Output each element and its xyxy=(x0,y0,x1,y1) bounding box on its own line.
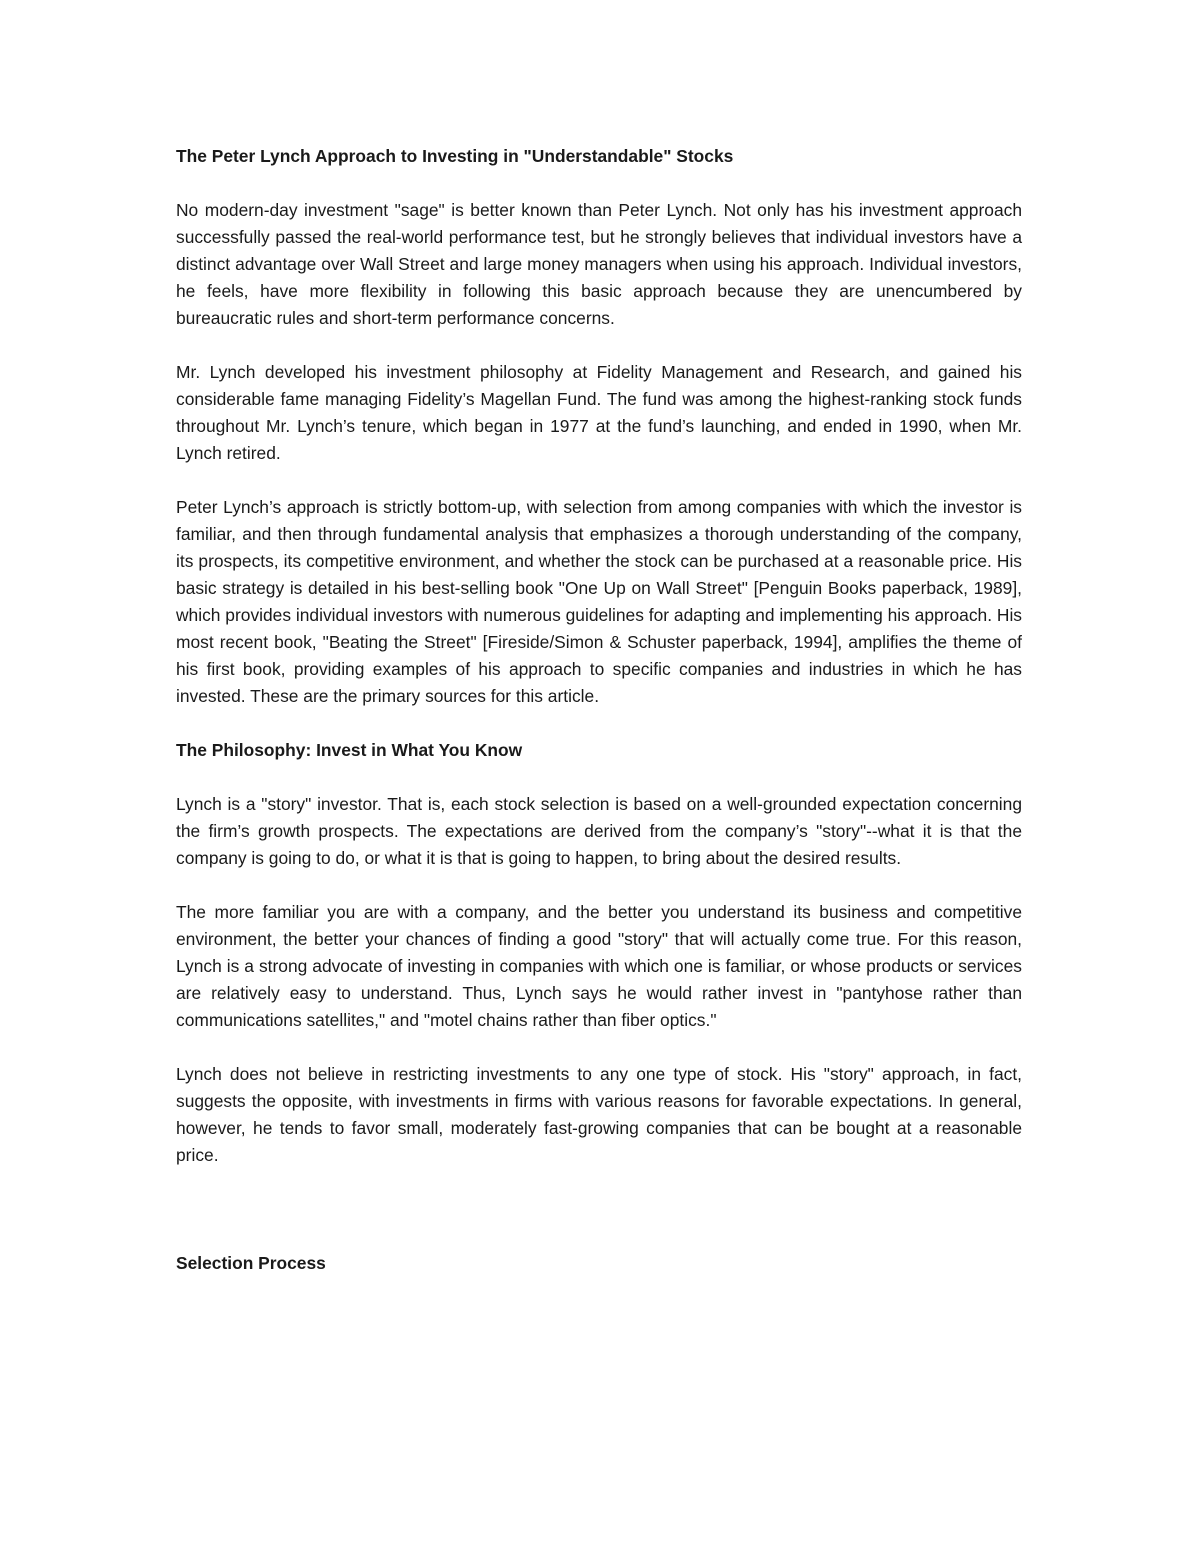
philosophy-paragraph-3: Lynch does not believe in restricting investments to any one type of stock. His "story" approach, in fact, suggests the opposite, with investments in firms with various reasons for favorable expectations. In general, however, he tends to favor small, moderately fast-growing companies that can be bought at a reasonable price. xyxy=(176,1064,1022,1165)
section-heading-selection-process: Selection Process xyxy=(176,1253,326,1273)
philosophy-paragraph-1: Lynch is a "story" investor. That is, each stock selection is based on a well-grounded expectation concerning the firm’s growth prospects. The expectations are derived from the company’s "story"--what it is that the company is going to do, or what it is that is going to happen, to bring about the desired results. xyxy=(176,794,1022,868)
philosophy-paragraph-2: The more familiar you are with a company, and the better you understand its business and competitive environment, the better your chances of finding a good "story" that will actually come true. For this reason, Lynch is a strong advocate of investing in companies with which one is familiar, or whose products or services are relatively easy to understand. Thus, Lynch says he would rather invest in "pantyhose rather than communications satellites," and "motel chains rather than fiber optics." xyxy=(176,902,1022,1030)
intro-paragraph-2: Mr. Lynch developed his investment philosophy at Fidelity Management and Research, and gained his considerable fame managing Fidelity’s Magellan Fund. The fund was among the highest-ranking stock funds throughout Mr. Lynch’s tenure, which began in 1977 at the fund’s launching, and ended in 1990, when Mr. Lynch retired. xyxy=(176,362,1022,463)
document-title: The Peter Lynch Approach to Investing in "Understandable" Stocks xyxy=(176,146,734,166)
intro-paragraph-3: Peter Lynch’s approach is strictly bottom-up, with selection from among companies with which the investor is familiar, and then through fundamental analysis that emphasizes a thorough understanding of the company, its prospects, its competitive environment, and whether the stock can be purchased at a reasonable price. His basic strategy is detailed in his best-selling book "One Up on Wall Street" [Penguin Books paperback, 1989], which provides individual investors with numerous guidelines for adapting and implementing his approach. His most recent book, "Beating the Street" [Fireside/Simon & Schuster paperback, 1994], amplifies the theme of his first book, providing examples of his approach to specific companies and industries in which he has invested. These are the primary sources for this article. xyxy=(176,497,1022,706)
section-heading-philosophy: The Philosophy: Invest in What You Know xyxy=(176,740,523,760)
intro-paragraph-1: No modern-day investment "sage" is better known than Peter Lynch. Not only has his investment approach successfully passed the real-world performance test, but he strongly believes that individual investors have a distinct advantage over Wall Street and large money managers when using his approach. Individual investors, he feels, have more flexibility in following this basic approach because they are unencumbered by bureaucratic rules and short-term performance concerns. xyxy=(176,200,1022,328)
document-body xyxy=(176,143,1022,1277)
